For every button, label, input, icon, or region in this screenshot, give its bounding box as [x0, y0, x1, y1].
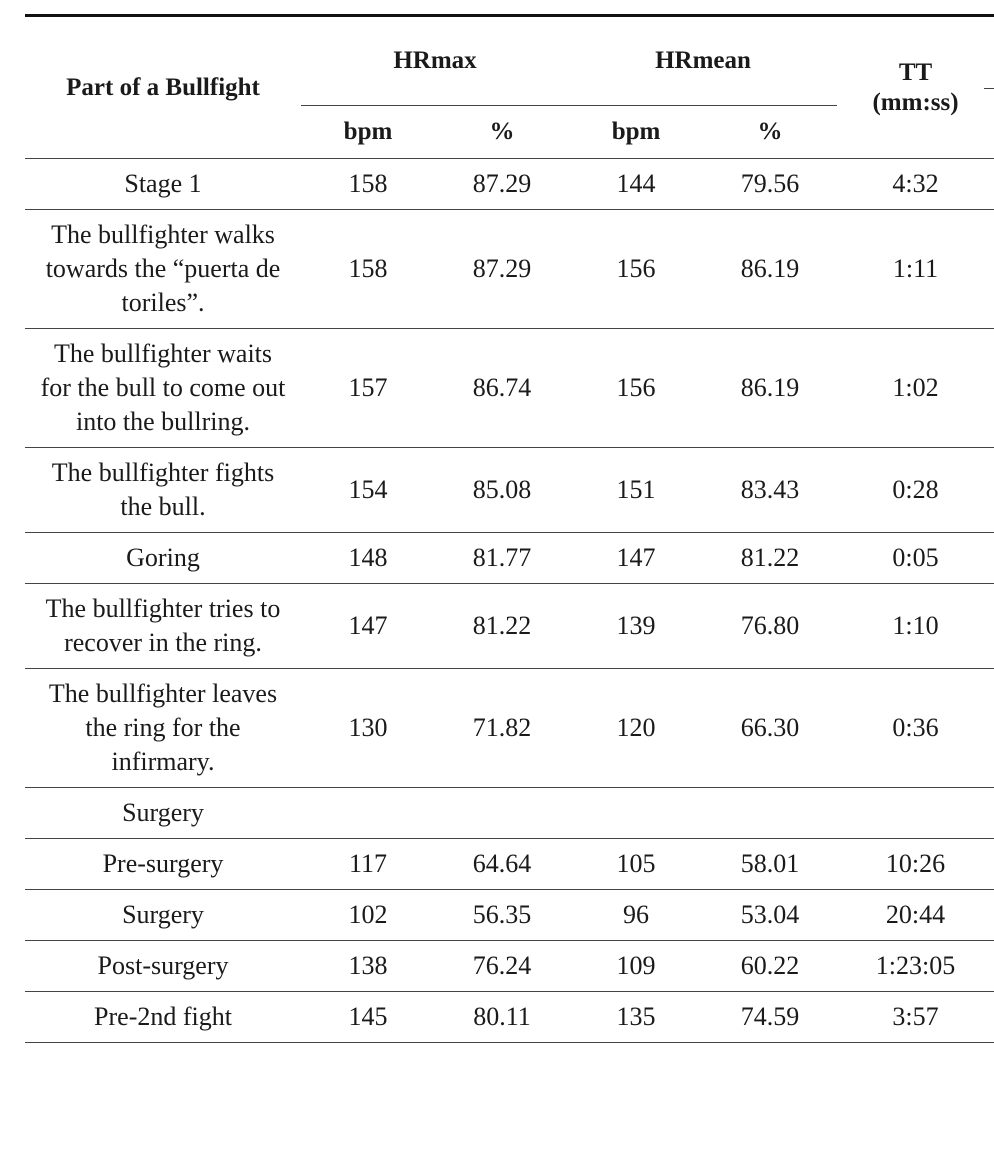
cell-hrmax-bpm: 158: [301, 159, 435, 210]
cell-hrmean-bpm: 151: [569, 448, 703, 533]
cell-hrmean-bpm: 156: [569, 210, 703, 329]
cell-hrmean-bpm: [569, 788, 703, 839]
cell-part: Surgery: [25, 788, 301, 839]
cell-hrmax-bpm: 145: [301, 992, 435, 1043]
cell-hrmean-pct: 74.59: [703, 992, 837, 1043]
header-tt: [837, 16, 994, 159]
cell-tt: 0:05: [837, 533, 994, 584]
cell-hrmax-pct: 76.24: [435, 941, 569, 992]
cell-hrmax-pct: 87.29: [435, 159, 569, 210]
cell-hrmax-pct: 81.22: [435, 584, 569, 669]
header-part: Part of a Bullfight: [66, 73, 260, 101]
cell-tt: 1:10: [837, 584, 994, 669]
table-row: [25, 448, 994, 533]
table-row: [25, 584, 994, 669]
cell-hrmax-bpm: 148: [301, 533, 435, 584]
bullfight-heart-rate-table: [25, 14, 994, 1043]
cell-tt: 0:36: [837, 669, 994, 788]
cell-hrmean-bpm: 105: [569, 839, 703, 890]
cell-part: Surgery: [25, 890, 301, 941]
cell-hrmean-bpm: 139: [569, 584, 703, 669]
cell-hrmean-pct: 60.22: [703, 941, 837, 992]
cell-hrmax-bpm: 147: [301, 584, 435, 669]
table-header: [25, 16, 994, 159]
cell-hrmean-bpm: 147: [569, 533, 703, 584]
cell-hrmax-bpm: 102: [301, 890, 435, 941]
cell-tt: 1:11: [837, 210, 994, 329]
header-rule-tick: [984, 88, 994, 89]
cell-tt: 4:32: [837, 159, 994, 210]
cell-hrmean-bpm: 96: [569, 890, 703, 941]
cell-hrmax-pct: 86.74: [435, 329, 569, 448]
cell-hrmean-bpm: 109: [569, 941, 703, 992]
table-row: [25, 788, 994, 839]
header-tt-line1: TT: [898, 58, 933, 86]
table-row: [25, 992, 994, 1043]
cell-hrmax-bpm: 130: [301, 669, 435, 788]
table-row: [25, 890, 994, 941]
cell-hrmax-bpm: [301, 788, 435, 839]
table-row: [25, 941, 994, 992]
cell-hrmax-bpm: 154: [301, 448, 435, 533]
header-hrmean-percent: %: [757, 118, 783, 145]
cell-hrmean-pct: 79.56: [703, 159, 837, 210]
table-row: [25, 533, 994, 584]
cell-hrmean-pct: 81.22: [703, 533, 837, 584]
table-row: [25, 669, 994, 788]
header-tt-line2: (mm:ss): [872, 88, 959, 116]
cell-tt: [837, 788, 994, 839]
header-hrmax-bpm: bpm: [343, 118, 393, 145]
cell-part: The bullfighter waits for the bull to come out into the bullring.: [25, 329, 301, 448]
table-container: [25, 14, 994, 1043]
cell-part: The bullfighter tries to recover in the ring.: [25, 584, 301, 669]
cell-hrmax-pct: 85.08: [435, 448, 569, 533]
cell-hrmean-pct: 86.19: [703, 210, 837, 329]
cell-hrmax-bpm: 158: [301, 210, 435, 329]
cell-part: The bullfighter leaves the ring for the infirmary.: [25, 669, 301, 788]
table-row: [25, 839, 994, 890]
cell-hrmax-pct: 80.11: [435, 992, 569, 1043]
cell-hrmean-bpm: 156: [569, 329, 703, 448]
cell-hrmean-pct: 66.30: [703, 669, 837, 788]
header-hrmax: HRmax: [301, 16, 569, 106]
cell-tt: 1:23:05: [837, 941, 994, 992]
cell-hrmax-pct: 64.64: [435, 839, 569, 890]
header-hrmean: HRmean: [569, 16, 837, 106]
cell-hrmax-bpm: 117: [301, 839, 435, 890]
table-row: [25, 210, 994, 329]
cell-part: Goring: [25, 533, 301, 584]
cell-hrmean-pct: 58.01: [703, 839, 837, 890]
cell-hrmean-bpm: 144: [569, 159, 703, 210]
cell-hrmean-pct: 83.43: [703, 448, 837, 533]
cell-hrmax-pct: 81.77: [435, 533, 569, 584]
cell-part: The bullfighter fights the bull.: [25, 448, 301, 533]
cell-part: Pre-2nd fight: [25, 992, 301, 1043]
table-body: [25, 159, 994, 1043]
cell-hrmean-pct: [703, 788, 837, 839]
cell-hrmean-bpm: 135: [569, 992, 703, 1043]
cell-hrmean-pct: 86.19: [703, 329, 837, 448]
cell-hrmax-pct: 71.82: [435, 669, 569, 788]
cell-part: Post-surgery: [25, 941, 301, 992]
cell-hrmax-bpm: 157: [301, 329, 435, 448]
cell-part: Stage 1: [25, 159, 301, 210]
cell-tt: 20:44: [837, 890, 994, 941]
cell-part: The bullfighter walks towards the “puerta de toriles”.: [25, 210, 301, 329]
header-row-top: [25, 16, 994, 106]
cell-hrmean-pct: 53.04: [703, 890, 837, 941]
cell-hrmean-pct: 76.80: [703, 584, 837, 669]
table-row: [25, 329, 994, 448]
cell-part: Pre-surgery: [25, 839, 301, 890]
cell-hrmax-pct: 87.29: [435, 210, 569, 329]
cell-tt: 3:57: [837, 992, 994, 1043]
cell-hrmax-pct: [435, 788, 569, 839]
header-hrmean-bpm: bpm: [611, 118, 661, 145]
cell-hrmax-bpm: 138: [301, 941, 435, 992]
cell-hrmean-bpm: 120: [569, 669, 703, 788]
cell-hrmax-pct: 56.35: [435, 890, 569, 941]
cell-tt: 1:02: [837, 329, 994, 448]
table-row: [25, 159, 994, 210]
cell-tt: 0:28: [837, 448, 994, 533]
header-hrmax-percent: %: [489, 118, 515, 145]
cell-tt: 10:26: [837, 839, 994, 890]
